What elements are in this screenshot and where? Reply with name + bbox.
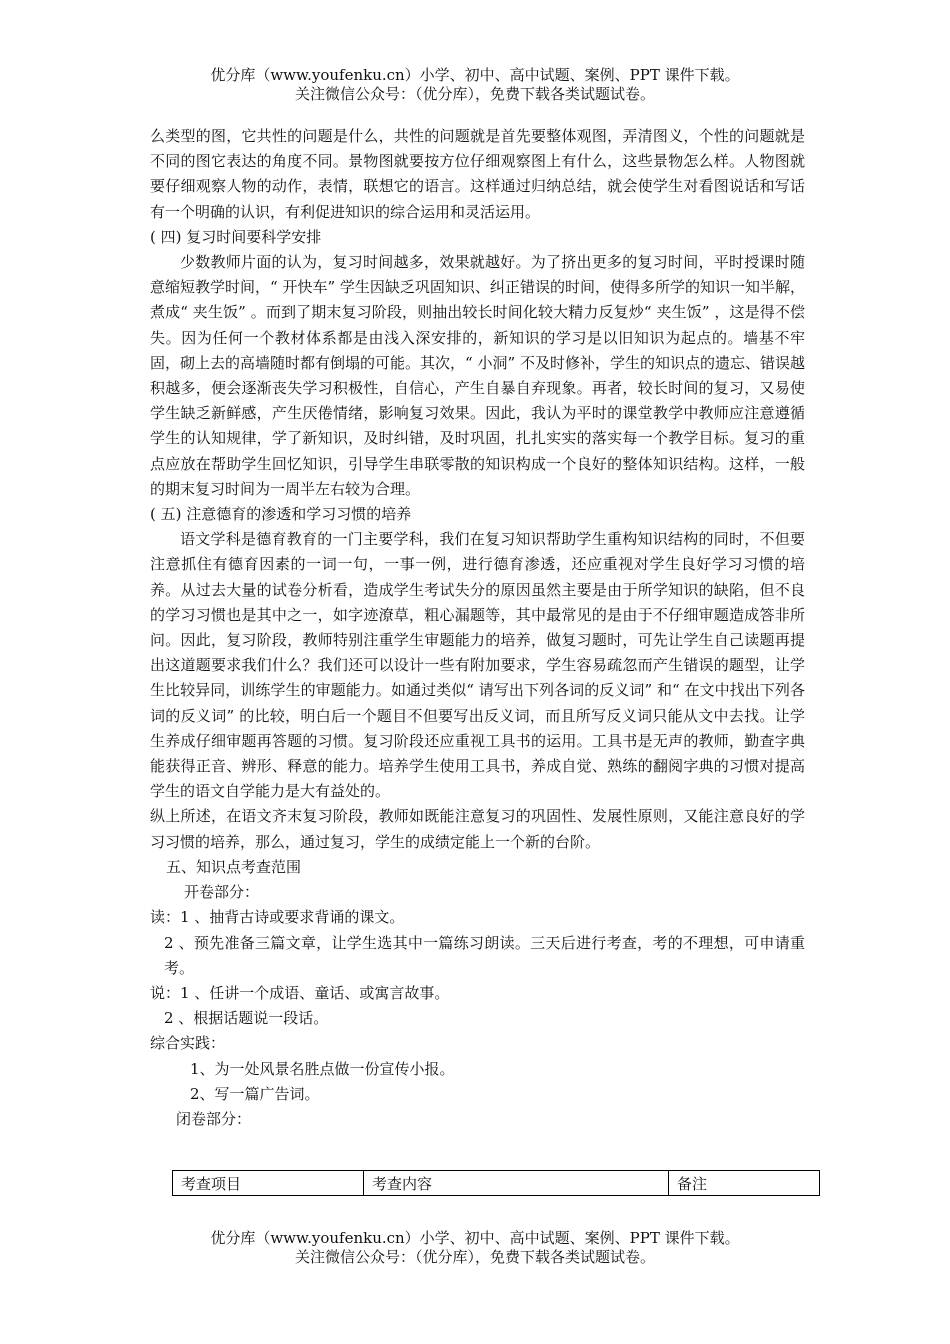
paragraph-image-types: 么类型的图，它共性的问题是什么，共性的问题就是首先要整体观图，弄清图义，个性的问题就是不同的图它表达的角度不同。景物图就要按方位仔细观察图上有什么，这些景物怎么样。人物图就要仔细观察人物的动作，表情，联想它的语言。这样通过归纳总结，就会使学生对看图说话和写话有一个明确的认识，有利促进知识的综合运用和灵活运用。 <box>150 127 805 221</box>
table-header-cell: 考查内容 <box>364 1171 669 1196</box>
header-line-2: 关注微信公众号：（优分库），免费下载各类试题试卷。 <box>294 85 655 103</box>
paragraph-moral-education: 语文学科是德育教育的一门主要学科，我们在复习知识帮助学生重构知识结构的同时，不但要注意抓住有德育因素的一词一句，一事一例，进行德育渗透，还应重视对学生良好学习习惯的培养。从过去大量的试卷分析看，造成学生考试失分的原因虽然主要是由于所学知识的缺陷，但不良的学习习惯也是其中之一，如字迹潦草，粗心漏题等，其中最常见的是由于不仔细审题造成答非所问。因此，复习阶段，教师特别注重学生审题能力的培养，做复习题时，可先让学生自己读题再提出这道题要求我们什么？我们还可以设计一些有附加要求，学生容易疏忽而产生错误的题型，让学生比较异同，训练学生的审题能力。如通过类似“ 请写出下列各词的反义词” 和“ 在文中找出下列各词的反义词” 的比较，明白后一个题目不但要写出反义词，而且所写反义词只能从文中去找。让学生养成仔细审题再答题的习惯。复习阶段还应重视工具书的运用。工具书是无声的教师，勤查字典能获得正音、辨形、释意的能力。培养学生使用工具书，养成自觉、熟练的翻阅字典的习惯对提高学生的语文自学能力是大有益处的。 <box>150 530 805 801</box>
table-header-cell: 考查项目 <box>173 1171 364 1196</box>
table-header-row <box>173 1171 820 1196</box>
footer-line-2: 关注微信公众号：（优分库），免费下载各类试题试卷。 <box>294 1248 655 1266</box>
table-header-cell: 备注 <box>669 1171 820 1196</box>
practice-label: 综合实践： <box>150 1034 226 1053</box>
read-item-1: 读：1 、抽背古诗或要求背诵的课文。 <box>150 908 405 927</box>
section-5-title: 五、知识点考查范围 <box>166 857 302 876</box>
speak-item-2: 2 、根据话题说一段话。 <box>164 1009 329 1028</box>
document-body <box>150 124 805 1132</box>
footer-line-1: 优分库（www.youfenku.cn）小学、初中、高中试题、案例、PPT 课件下载。 <box>210 1229 740 1247</box>
page-footer <box>0 1229 950 1267</box>
practice-item-1: 1、为一处风景名胜点做一份宣传小报。 <box>190 1059 455 1078</box>
heading-5: ( 五) 注意德育的渗透和学习习惯的培养 <box>150 505 412 524</box>
page-header <box>0 66 950 104</box>
open-book-label: 开卷部分： <box>184 883 260 902</box>
practice-item-2: 2、写一篇广告词。 <box>190 1084 320 1103</box>
speak-item-1: 说：1 、任讲一个成语、童话、或寓言故事。 <box>150 983 450 1002</box>
closed-book-label: 闭卷部分： <box>176 1109 252 1128</box>
exam-scope-table <box>172 1170 820 1196</box>
read-item-2: 2 、预先准备三篇文章，让学生选其中一篇练习朗读。三天后进行考查，考的不理想，可申请重考。 <box>164 933 805 977</box>
paragraph-conclusion: 纵上所述，在语文齐末复习阶段，教师如既能注意复习的巩固性、发展性原则，又能注意良好的学习习惯的培养，那么，通过复习，学生的成绩定能上一个新的台阶。 <box>150 807 805 851</box>
header-line-1: 优分库（www.youfenku.cn）小学、初中、高中试题、案例、PPT 课件下载。 <box>210 66 740 84</box>
paragraph-review-time: 少数教师片面的认为，复习时间越多，效果就越好。为了挤出更多的复习时间，平时授课时随意缩短教学时间，“ 开快车” 学生因缺乏巩固知识、纠正错误的时间，使得多所学的知识一知半解，煮成“ 夹生饭” 。而到了期末复习阶段，则抽出较长时间化较大精力反复炒“ 夹生饭” ，这是得不偿失。因为任何一个教材体系都是由浅入深安排的，新知识的学习是以旧知识为起点的。墙基不牢固，砌上去的高墙随时都有倒塌的可能。其次，“ 小洞” 不及时修补，学生的知识点的遗忘、错误越积越多，便会逐渐丧失学习积极性，自信心，产生自暴自弃现象。再者，较长时间的复习，又易使学生缺乏新鲜感，产生厌倦情绪，影响复习效果。因此，我认为平时的课堂教学中教师应注意遵循学生的认知规律，学了新知识，及时纠错，及时巩固，扎扎实实的落实每一个教学目标。复习的重点应放在帮助学生回忆知识，引导学生串联零散的知识构成一个良好的整体知识结构。这样，一般的期末复习时间为一周半左右较为合理。 <box>150 253 805 498</box>
heading-4: ( 四) 复习时间要科学安排 <box>150 227 322 246</box>
